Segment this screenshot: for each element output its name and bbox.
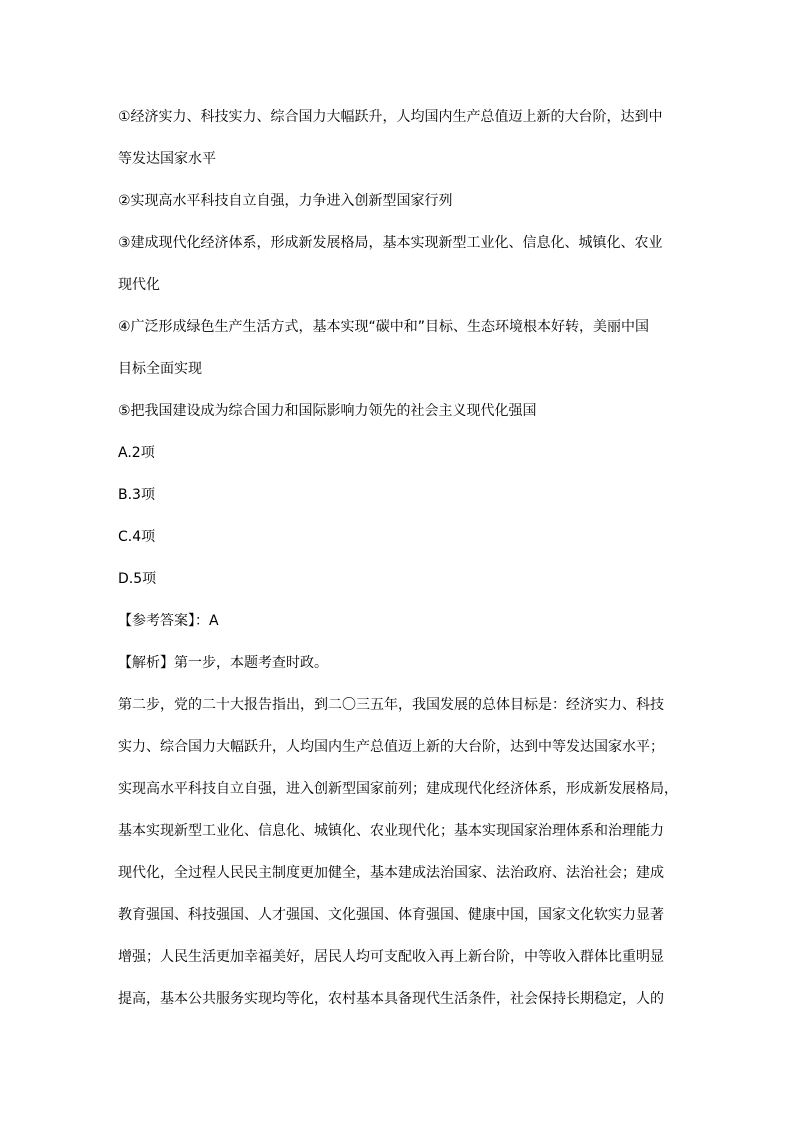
text-line: 【参考答案】：A: [118, 613, 219, 629]
analysis-step-1: [118, 642, 738, 684]
text-line: 等发达国家水平: [118, 151, 216, 167]
text-line: 现代化，全过程人民民主制度更加健全，基本建成法治国家、法治政府、法治社会；建成: [118, 865, 664, 881]
text-line: ④广泛形成绿色生产生活方式，基本实现“碳中和”目标、生态环境根本好转，美丽中国: [118, 319, 650, 335]
text-line: 实力、综合国力大幅跃升，人均国内生产总值迈上新的大台阶，达到中等发达国家水平；: [118, 739, 664, 755]
text-line: A.2项: [118, 445, 155, 461]
option-item-5: [118, 390, 738, 432]
text-line: 现代化: [118, 277, 160, 293]
text-line: ③建成现代化经济体系，形成新发展格局，基本实现新型工业化、信息化、城镇化、农业: [118, 235, 663, 251]
choice-a: [118, 432, 738, 474]
choice-d: [118, 558, 738, 600]
text-line: C.4项: [118, 529, 156, 545]
option-item-1: [118, 96, 738, 180]
text-line: 基本实现新型工业化、信息化、城镇化、农业现代化；基本实现国家治理体系和治理能力: [118, 823, 664, 839]
option-item-3: [118, 222, 738, 306]
text-line: 目标全面实现: [118, 361, 202, 377]
text-line: D.5项: [118, 571, 157, 587]
text-line: 实现高水平科技自立自强，进入创新型国家前列；建成现代化经济体系，形成新发展格局，: [118, 781, 678, 797]
text-line: 【解析】第一步，本题考查时政。: [118, 655, 328, 671]
analysis-step-2: [118, 684, 738, 1020]
text-line: ②实现高水平科技自立自强，力争进入创新型国家行列: [118, 193, 453, 209]
choice-b: [118, 474, 738, 516]
text-line: B.3项: [118, 487, 155, 503]
text-line: 增强；人民生活更加幸福美好，居民人均可支配收入再上新台阶，中等收入群体比重明显: [118, 949, 664, 965]
reference-answer: [118, 600, 738, 642]
text-line: ①经济实力、科技实力、综合国力大幅跃升，人均国内生产总值迈上新的大台阶，达到中: [118, 109, 663, 125]
choice-c: [118, 516, 738, 558]
text-line: 提高，基本公共服务实现均等化，农村基本具备现代生活条件，社会保持长期稳定，人的: [118, 991, 664, 1007]
text-line: 第二步，党的二十大报告指出，到二〇三五年，我国发展的总体目标是：经济实力、科技: [118, 697, 664, 713]
option-item-2: [118, 180, 738, 222]
text-line: ⑤把我国建设成为综合国力和国际影响力领先的社会主义现代化强国: [118, 403, 537, 419]
option-item-4: [118, 306, 738, 390]
text-line: 教育强国、科技强国、人才强国、文化强国、体育强国、健康中国，国家文化软实力显著: [118, 907, 664, 923]
